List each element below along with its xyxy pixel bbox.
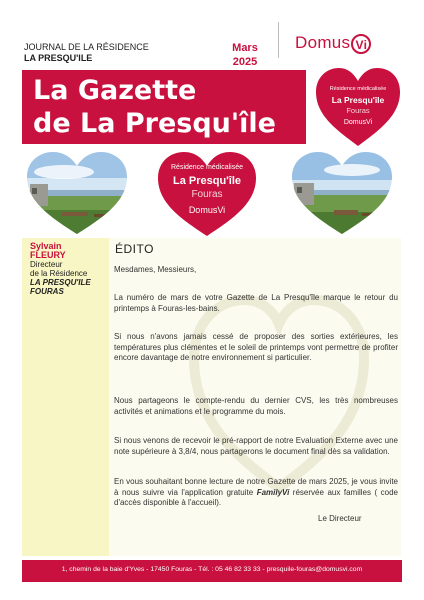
edito-paragraph-3: Nous partageons le compte-rendu du dernier CVS, les très nombreuses activités et animations et le programme du mois. [114, 396, 398, 416]
landscape-photo-left [24, 150, 130, 236]
residence-badge-heart [313, 66, 403, 148]
author-residence-name: LA PRESQU'ILE FOURAS [30, 278, 91, 296]
badge-logo: DomusVi [343, 119, 373, 126]
edito-greeting: Mesdames, Messieurs, [114, 265, 197, 274]
edito-signature: Le Directeur [318, 514, 362, 523]
header-divider [278, 22, 279, 58]
logo-town: Fouras [191, 189, 223, 200]
journal-label [24, 42, 149, 64]
residence-logo-heart [155, 150, 259, 238]
domusvi-logo [295, 33, 371, 54]
badge-name: La Presqu'île [331, 95, 385, 105]
author-block [30, 242, 106, 296]
photo-heart-right [290, 150, 394, 236]
author-role: Directeur [30, 260, 63, 269]
badge-town: Fouras [346, 106, 370, 115]
edito-paragraph-4: Si nous venons de recevoir le pré-rapport de notre Evaluation Externe avec une note supérieure à 3,8/4, nous partagerons le document final dès sa validation. [114, 436, 398, 456]
footer-contact: 1, chemin de la baie d'Yves - 17450 Fouras - Tél. : 05 46 82 33 33 - presquile-fouras@domusvi.com [61, 566, 363, 573]
edito-p5-before: En vous souhaitant bonne lecture de notre Gazette de mars 2025, je vous invite à nous suivre via l'application gratuite [114, 477, 398, 497]
logo-brand: DomusVi [188, 205, 226, 215]
issue-month: Mars [232, 42, 258, 54]
brand-vi-mark: Vi [351, 34, 371, 54]
edito-paragraph-1: La numéro de mars de votre Gazette de La Presqu'île marque le retour du printemps à Fouras-les-bains. [114, 293, 398, 313]
edito-paragraph-5 [114, 477, 398, 509]
title-banner [22, 70, 306, 144]
issue-date [222, 41, 268, 69]
footer-bar [22, 560, 402, 582]
landscape-photo-right [290, 150, 394, 236]
badge-tagline: Résidence médicalisée [329, 86, 387, 92]
logo-tagline: Résidence médicalisée [171, 164, 243, 171]
issue-year: 2025 [232, 56, 258, 68]
photo-heart-left [24, 150, 130, 236]
brand-text: Domus [295, 33, 351, 52]
author-first-name: Sylvain [30, 241, 62, 251]
author-last-name: FLEURY [30, 250, 66, 260]
journal-line-2: LA PRESQU'ILE [24, 53, 93, 63]
journal-line-1: JOURNAL DE LA RÉSIDENCE [24, 42, 149, 52]
logo-name: La Presqu'île [172, 175, 242, 187]
edito-title: ÉDITO [115, 242, 154, 256]
banner-title-line-2: de La Presqu'île [33, 108, 276, 139]
banner-title-line-1: La Gazette [33, 75, 197, 106]
edito-paragraph-2: Si nous n'avons jamais cessé de proposer des sorties extérieures, les températures plus clémentes et le soleil de printemps vont permettre de profiter encore davantage de notre environnement si particulier. [114, 332, 398, 362]
edito-p5-after: réservée aux familles ( code d'accès disponible à l'accueil). [114, 487, 399, 507]
familyvi-app-name: FamilyVi [256, 487, 290, 497]
author-of-residence: de la Résidence [30, 269, 88, 278]
